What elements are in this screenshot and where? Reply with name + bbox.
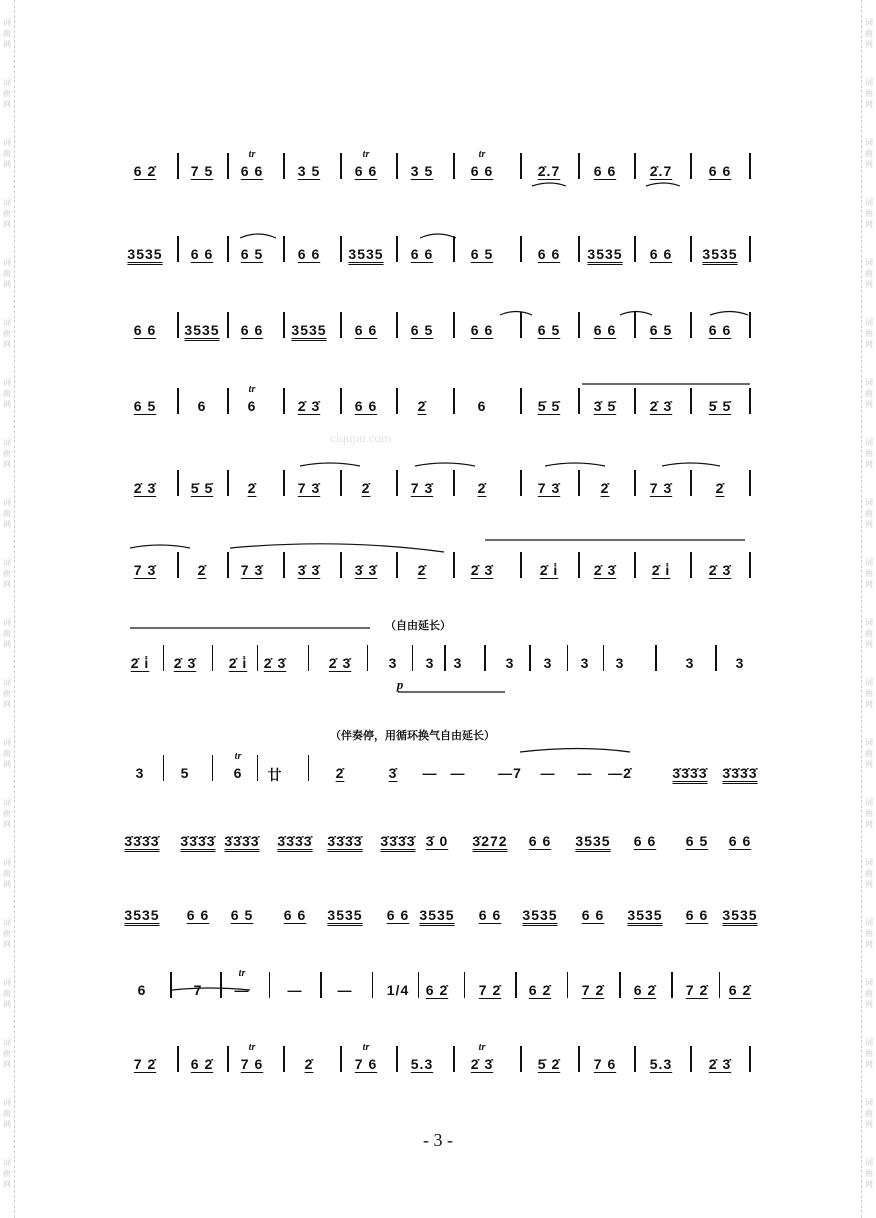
note-group: 3̇ 3̇ — [354, 562, 378, 578]
watermark-glyph: 网 — [865, 1060, 873, 1069]
note-group: 3 — [735, 655, 745, 671]
watermark-glyph: 曲 — [3, 29, 11, 38]
note-group: 6 6 — [649, 246, 673, 262]
slur — [710, 312, 748, 316]
note-group: 2̇.7 — [649, 163, 673, 179]
note-group: 7 6 — [240, 1056, 264, 1072]
watermark-glyph: 词 — [865, 558, 873, 567]
watermark-glyph: 曲 — [865, 629, 873, 638]
watermark-glyph: 词 — [3, 858, 11, 867]
watermark-glyph: 曲 — [865, 329, 873, 338]
note-group: 6 2̇ — [133, 163, 157, 179]
watermark-glyph: 网 — [865, 100, 873, 109]
slur — [230, 544, 444, 552]
note-group: 2̇ i̇ — [228, 655, 248, 671]
note-group: 3 5 — [297, 163, 321, 179]
slur — [240, 234, 276, 238]
watermark-glyph: 曲 — [865, 989, 873, 998]
slur — [130, 545, 190, 548]
watermark-glyph: 词 — [865, 498, 873, 507]
watermark-glyph: 曲 — [3, 149, 11, 158]
watermark-glyph: 网 — [865, 160, 873, 169]
watermark-glyph: 词 — [865, 258, 873, 267]
watermark-glyph: 曲 — [865, 569, 873, 578]
note-group: 6 6 — [386, 907, 410, 923]
note-group: 6 — [137, 982, 147, 998]
watermark-glyph: 网 — [3, 880, 11, 889]
slur — [662, 463, 720, 466]
trill-mark: tr — [478, 149, 486, 160]
watermark-glyph: 曲 — [865, 689, 873, 698]
note-group: 3535 — [702, 246, 738, 262]
watermark-glyph: 词 — [3, 138, 11, 147]
note-group: 2̇ — [361, 480, 371, 496]
watermark-glyph: 网 — [3, 520, 11, 529]
watermark-glyph: 曲 — [865, 509, 873, 518]
note-group: 3̇3̇3̇3̇ — [327, 833, 363, 849]
note-group: 5.3 — [649, 1056, 673, 1072]
note-group: 2̇ 3̇ — [708, 562, 732, 578]
note-group: — — [577, 765, 593, 781]
watermark-glyph: 词 — [865, 738, 873, 747]
note-group: 3̇3̇3̇3̇ — [722, 765, 758, 781]
watermark-glyph: 网 — [865, 40, 873, 49]
watermark-glyph: 词 — [865, 618, 873, 627]
note-group: 2̇ — [197, 562, 207, 578]
trill-mark: tr — [248, 384, 256, 395]
note-group: 7 — [193, 982, 203, 998]
watermark-glyph: 词 — [865, 1158, 873, 1167]
note-group: 3535 — [327, 907, 363, 923]
note-group: 6 — [233, 765, 243, 781]
watermark-glyph: 曲 — [865, 29, 873, 38]
note-group: 3535 — [291, 322, 327, 338]
center-watermark: ciqupu.com — [330, 430, 392, 445]
trill-wave — [520, 749, 630, 753]
note-group: 2̇ — [335, 765, 345, 781]
watermark-glyph: 词 — [3, 258, 11, 267]
watermark-glyph: 词 — [3, 1038, 11, 1047]
note-group: 5̇ 5̇ — [537, 398, 561, 414]
performance-annotation: （伴奏停，用循环换气自由延长） — [330, 730, 495, 742]
note-group: 3 — [135, 765, 145, 781]
note-group: 2̇ — [715, 480, 725, 496]
watermark-glyph: 词 — [3, 378, 11, 387]
note-group: 6 6 — [186, 907, 210, 923]
watermark-glyph: 词 — [3, 1158, 11, 1167]
watermark-glyph: 网 — [865, 580, 873, 589]
note-group: 3̇3̇3̇3̇ — [277, 833, 313, 849]
note-group: 6 — [197, 398, 207, 414]
note-group: 7 3̇ — [297, 480, 321, 496]
note-group: 3 5 — [410, 163, 434, 179]
watermark-glyph: 网 — [3, 340, 11, 349]
watermark-glyph: 网 — [3, 940, 11, 949]
watermark-glyph: 曲 — [3, 989, 11, 998]
trill-mark: tr — [248, 149, 256, 160]
trill-mark: tr — [478, 1042, 486, 1053]
watermark-glyph: 曲 — [865, 929, 873, 938]
note-group: 3535 — [575, 833, 611, 849]
note-group: 3 — [685, 655, 695, 671]
note-group: 6 5 — [240, 246, 264, 262]
watermark-glyph: 词 — [865, 138, 873, 147]
note-group: 3̇3̇3̇3̇ — [124, 833, 160, 849]
watermark-glyph: 网 — [865, 280, 873, 289]
watermark-glyph: 曲 — [865, 1169, 873, 1178]
note-group: 6 2̇ — [190, 1056, 214, 1072]
watermark-glyph: 网 — [865, 700, 873, 709]
note-group: 6 6 — [470, 163, 494, 179]
note-group: 3535 — [587, 246, 623, 262]
note-group: 3̇ 5̇ — [593, 398, 617, 414]
note-group: 7 3̇ — [537, 480, 561, 496]
watermark-glyph: 网 — [865, 340, 873, 349]
note-group: 7 3̇ — [410, 480, 434, 496]
watermark-glyph: 网 — [3, 700, 11, 709]
note-group: 5̇ 2̇ — [537, 1056, 561, 1072]
watermark-glyph: 词 — [3, 618, 11, 627]
note-group: 6 5 — [133, 398, 157, 414]
watermark-glyph: 词 — [3, 678, 11, 687]
watermark-glyph: 词 — [865, 18, 873, 27]
note-group: 6 6 — [354, 322, 378, 338]
note-group: 7 6 — [593, 1056, 617, 1072]
note-group: 2̇ 3̇ — [173, 655, 197, 671]
watermark-glyph: 词 — [3, 798, 11, 807]
note-group: 3 — [615, 655, 625, 671]
note-group: 7 2̇ — [685, 982, 709, 998]
note-group: 5 — [180, 765, 190, 781]
watermark-glyph: 曲 — [865, 869, 873, 878]
slur — [620, 312, 652, 316]
note-group: 3 — [543, 655, 553, 671]
note-group: 6 6 — [728, 833, 752, 849]
note-group: 2̇ i̇ — [130, 655, 150, 671]
note-group: 2̇ — [304, 1056, 314, 1072]
note-group: 1/4 — [386, 982, 410, 998]
watermark-glyph: 曲 — [865, 389, 873, 398]
watermark-glyph: 曲 — [3, 629, 11, 638]
note-group: 6 6 — [478, 907, 502, 923]
watermark-glyph: 曲 — [3, 569, 11, 578]
watermark-glyph: 网 — [3, 460, 11, 469]
watermark-glyph: 网 — [865, 1180, 873, 1189]
note-group: 2̇ — [600, 480, 610, 496]
watermark-glyph: 词 — [3, 978, 11, 987]
watermark-glyph: 曲 — [865, 209, 873, 218]
watermark-glyph: 词 — [865, 858, 873, 867]
watermark-glyph: 网 — [3, 1000, 11, 1009]
watermark-glyph: 词 — [865, 978, 873, 987]
watermark-glyph: 词 — [865, 1038, 873, 1047]
watermark-glyph: 曲 — [3, 329, 11, 338]
watermark-glyph: 网 — [3, 220, 11, 229]
watermark-glyph: 词 — [865, 198, 873, 207]
note-group: 6 5 — [230, 907, 254, 923]
note-group: 7 5 — [190, 163, 214, 179]
note-group: 6 6 — [581, 907, 605, 923]
watermark-glyph: 词 — [3, 558, 11, 567]
note-group: 3̇ — [388, 765, 398, 781]
note-group: 7 3̇ — [649, 480, 673, 496]
note-group: 5̇ 5̇ — [190, 480, 214, 496]
note-group: 6 5 — [470, 246, 494, 262]
watermark-glyph: 网 — [865, 1000, 873, 1009]
page-number: - 3 - — [423, 1130, 453, 1150]
note-group: 6 2̇ — [728, 982, 752, 998]
watermark-glyph: 曲 — [3, 1049, 11, 1058]
watermark-glyph: 网 — [865, 820, 873, 829]
watermark-glyph: 词 — [3, 1098, 11, 1107]
watermark-glyph: 词 — [3, 18, 11, 27]
note-group: 3 — [580, 655, 590, 671]
note-group: 3̇272 — [472, 833, 508, 849]
watermark-glyph: 曲 — [3, 929, 11, 938]
note-group: 2̇ 3̇ — [470, 562, 494, 578]
slur — [646, 183, 680, 186]
watermark-glyph: 网 — [865, 520, 873, 529]
note-group: —7 — [498, 765, 522, 781]
note-group: 3 — [505, 655, 515, 671]
note-group: 3 — [388, 655, 398, 671]
note-group: 7 2̇ — [133, 1056, 157, 1072]
note-group: — — [287, 982, 303, 998]
note-group: 3̇ 3̇ — [297, 562, 321, 578]
note-group: 廿 — [267, 767, 283, 783]
watermark-glyph: 曲 — [865, 749, 873, 758]
note-group: 3̇3̇3̇3̇ — [180, 833, 216, 849]
watermark-glyph: 曲 — [865, 449, 873, 458]
note-group: 2̇ — [417, 562, 427, 578]
note-group: 6 6 — [708, 322, 732, 338]
note-group: 3 — [453, 655, 463, 671]
note-group: 3535 — [722, 907, 758, 923]
note-group: 6 2̇ — [633, 982, 657, 998]
watermark-glyph: 词 — [3, 738, 11, 747]
note-group: 3535 — [127, 246, 163, 262]
note-group: — — [337, 982, 353, 998]
slur — [420, 234, 456, 238]
note-group: — — [450, 765, 466, 781]
note-group: 6 6 — [354, 398, 378, 414]
trill-mark: tr — [248, 1042, 256, 1053]
note-group: 3535 — [348, 246, 384, 262]
note-group: 6 6 — [240, 322, 264, 338]
dynamic-marking: p — [396, 677, 404, 692]
note-group: 6 6 — [470, 322, 494, 338]
watermark-glyph: 网 — [865, 640, 873, 649]
note-group: 6 — [477, 398, 487, 414]
watermark-glyph: 网 — [865, 400, 873, 409]
note-group: 6 6 — [283, 907, 307, 923]
watermark-glyph: 词 — [865, 1098, 873, 1107]
note-group: 6 6 — [593, 322, 617, 338]
note-group: 6 5 — [410, 322, 434, 338]
note-group: 3535 — [419, 907, 455, 923]
note-group: 6 5 — [685, 833, 709, 849]
watermark-glyph: 曲 — [865, 1049, 873, 1058]
note-group: 6 6 — [528, 833, 552, 849]
watermark-glyph: 词 — [865, 678, 873, 687]
watermark-glyph: 网 — [3, 1060, 11, 1069]
watermark-glyph: 网 — [3, 160, 11, 169]
watermark-glyph: 词 — [865, 78, 873, 87]
note-group: 3535 — [184, 322, 220, 338]
watermark-glyph: 网 — [865, 220, 873, 229]
note-group: 7 3̇ — [240, 562, 264, 578]
note-group: 6 5 — [537, 322, 561, 338]
note-group: 2̇ 3̇ — [470, 1056, 494, 1072]
note-group: 6 — [247, 398, 257, 414]
slur — [500, 312, 532, 316]
note-group: 6 2̇ — [425, 982, 449, 998]
watermark-glyph: 曲 — [3, 749, 11, 758]
watermark-glyph: 曲 — [865, 269, 873, 278]
note-group: 3̇3̇3̇3̇ — [224, 833, 260, 849]
watermark-glyph: 网 — [3, 820, 11, 829]
watermark-glyph: 曲 — [865, 1109, 873, 1118]
note-group: 2̇ 3̇ — [263, 655, 287, 671]
watermark-glyph: 网 — [3, 640, 11, 649]
watermark-glyph: 词 — [865, 798, 873, 807]
note-group: 6 6 — [633, 833, 657, 849]
note-group: 3̇3̇3̇3̇ — [672, 765, 708, 781]
watermark-glyph: 曲 — [3, 209, 11, 218]
note-group: 6 6 — [133, 322, 157, 338]
note-group: 2̇ 3̇ — [328, 655, 352, 671]
watermark-glyph: 曲 — [3, 869, 11, 878]
note-group: 2̇ — [417, 398, 427, 414]
trill-mark: tr — [362, 149, 370, 160]
note-group: 6 6 — [708, 163, 732, 179]
note-group: 5.3 — [410, 1056, 434, 1072]
slur — [545, 463, 605, 466]
note-group: 6 6 — [354, 163, 378, 179]
trill-mark: tr — [234, 751, 242, 762]
note-group: 3535 — [522, 907, 558, 923]
watermark-glyph: 词 — [865, 378, 873, 387]
note-group: 6 2̇ — [528, 982, 552, 998]
note-group: 7 2̇ — [478, 982, 502, 998]
watermark-glyph: 网 — [3, 1180, 11, 1189]
watermark-glyph: 网 — [3, 40, 11, 49]
note-group: 2̇ i̇ — [651, 562, 671, 578]
watermark-glyph: 词 — [3, 498, 11, 507]
watermark-glyph: 曲 — [3, 509, 11, 518]
note-group: — — [540, 765, 556, 781]
watermark-glyph: 网 — [3, 580, 11, 589]
note-group: 2̇ i̇ — [539, 562, 559, 578]
watermark-glyph: 网 — [3, 400, 11, 409]
watermark-glyph: 网 — [865, 880, 873, 889]
trill-mark: tr — [362, 1042, 370, 1053]
note-group: 6 6 — [685, 907, 709, 923]
watermark-glyph: 网 — [865, 1120, 873, 1129]
note-group: 7 2̇ — [581, 982, 605, 998]
note-group: 7 6 — [354, 1056, 378, 1072]
slur — [415, 463, 475, 466]
note-group: — — [234, 982, 250, 998]
note-group: 3̇3̇3̇3̇ — [380, 833, 416, 849]
watermark-glyph: 词 — [3, 438, 11, 447]
watermark-glyph: 词 — [3, 198, 11, 207]
watermark-glyph: 网 — [3, 280, 11, 289]
note-group: 6 6 — [410, 246, 434, 262]
note-group: 3535 — [627, 907, 663, 923]
watermark-glyph: 网 — [3, 1120, 11, 1129]
trill-wave — [172, 988, 250, 990]
watermark-glyph: 词 — [865, 318, 873, 327]
note-group: 5̇ 5̇ — [708, 398, 732, 414]
note-group: 3̇ 0 — [425, 833, 449, 849]
note-group: 6 6 — [297, 246, 321, 262]
watermark-glyph: 词 — [865, 918, 873, 927]
watermark-glyph: 词 — [865, 438, 873, 447]
watermark-glyph: 网 — [3, 100, 11, 109]
note-group: 2̇ 3̇ — [708, 1056, 732, 1072]
note-group: 2̇ 3̇ — [133, 480, 157, 496]
note-group: 2̇ 3̇ — [593, 562, 617, 578]
watermark-glyph: 曲 — [3, 809, 11, 818]
trill-mark: tr — [238, 968, 246, 979]
watermark-glyph: 曲 — [3, 269, 11, 278]
note-group: 6 6 — [240, 163, 264, 179]
watermark-glyph: 曲 — [3, 689, 11, 698]
note-group: 3535 — [124, 907, 160, 923]
note-group: 6 6 — [593, 163, 617, 179]
note-group: 2̇ 3̇ — [649, 398, 673, 414]
slur — [300, 463, 360, 466]
note-group: 2̇ 3̇ — [297, 398, 321, 414]
slur — [532, 183, 566, 186]
watermark-glyph: 网 — [865, 460, 873, 469]
watermark-glyph: 曲 — [3, 1169, 11, 1178]
watermark-glyph: 网 — [865, 940, 873, 949]
note-group: 6 5 — [649, 322, 673, 338]
note-group: 2̇ — [477, 480, 487, 496]
watermark-glyph: 曲 — [3, 1109, 11, 1118]
watermark-glyph: 词 — [3, 78, 11, 87]
watermark-glyph: 曲 — [865, 149, 873, 158]
note-group: 2̇ — [247, 480, 257, 496]
watermark-glyph: 曲 — [865, 809, 873, 818]
watermark-glyph: 词 — [3, 918, 11, 927]
note-group: — — [422, 765, 438, 781]
watermark-glyph: 曲 — [3, 389, 11, 398]
note-group: 7 3̇ — [133, 562, 157, 578]
watermark-glyph: 词 — [3, 318, 11, 327]
watermark-glyph: 曲 — [3, 449, 11, 458]
note-group: 3 — [425, 655, 435, 671]
note-group: 2̇.7 — [537, 163, 561, 179]
watermark-glyph: 曲 — [3, 89, 11, 98]
note-group: 6 6 — [537, 246, 561, 262]
watermark-glyph: 曲 — [865, 89, 873, 98]
performance-annotation: （自由延长） — [385, 620, 451, 632]
note-group: —2̇ — [608, 765, 632, 781]
watermark-glyph: 网 — [865, 760, 873, 769]
note-group: 6 6 — [190, 246, 214, 262]
watermark-glyph: 网 — [3, 760, 11, 769]
